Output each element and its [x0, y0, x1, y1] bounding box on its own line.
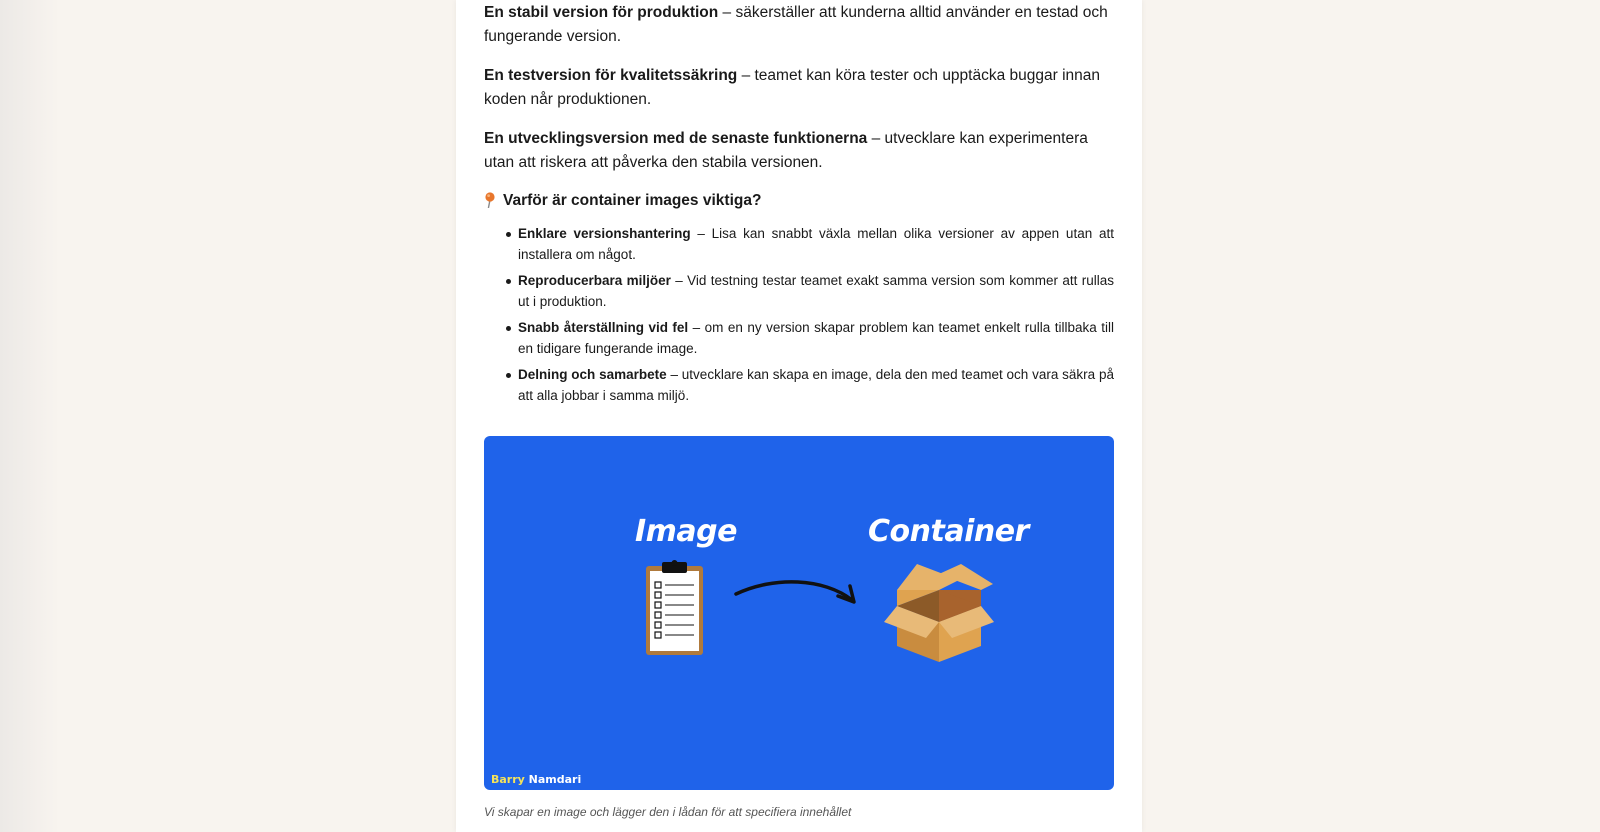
list-item	[518, 365, 1114, 406]
list-item-text: – Lisa kan snabbt växla mellan olika versioner av appen utan att installera om något.	[518, 226, 1114, 262]
figure-title-image: Image	[635, 514, 737, 549]
article-page	[456, 0, 1142, 832]
paragraph-text: – teamet kan köra tester och upptäcka buggar innan koden når produktionen.	[484, 67, 1101, 108]
clipboard-icon	[645, 560, 705, 656]
list-item-text: – Vid testning testar teamet exakt samma version som kommer att rullas ut i produktion.	[518, 273, 1115, 309]
list-item	[518, 271, 1114, 312]
figure-caption: Vi skapar en image och lägger den i lådan för att specifiera innehållet	[484, 805, 852, 819]
paragraph-development	[484, 127, 1114, 175]
paragraph-bold: En stabil version för produktion	[484, 4, 719, 21]
section-heading-text: Varför är container images viktiga?	[503, 192, 762, 209]
arrow-right-icon	[734, 574, 862, 614]
credit-first-name: Barry	[491, 773, 525, 786]
figure-credit	[491, 773, 581, 786]
paragraph-production	[484, 1, 1114, 49]
paragraph-testing	[484, 64, 1114, 112]
background-shade	[0, 0, 60, 832]
list-item-bold: Delning och samarbete	[518, 367, 667, 382]
image-to-container-illustration	[484, 436, 1114, 790]
paragraph-bold: En testversion för kvalitetssäkring	[484, 67, 738, 84]
benefits-list	[484, 224, 1114, 412]
paragraph-bold: En utvecklingsversion med de senaste funktionerna	[484, 130, 868, 147]
section-heading	[484, 189, 761, 213]
open-box-icon	[882, 562, 996, 664]
paragraph-text: – utvecklare kan experimentera utan att riskera att påverka den stabila versionen.	[484, 130, 1088, 171]
list-item	[518, 318, 1114, 359]
list-item	[518, 224, 1114, 265]
pushpin-icon	[484, 192, 496, 208]
list-item-bold: Snabb återställning vid fel	[518, 320, 689, 335]
list-item-bold: Enklare versionshantering	[518, 226, 691, 241]
paragraph-text: – säkerställer att kunderna alltid använder en testad och fungerande version.	[484, 4, 1108, 45]
credit-last-name: Namdari	[524, 773, 582, 786]
figure-title-container: Container	[868, 514, 1029, 549]
list-item-text: – om en ny version skapar problem kan teamet enkelt rulla tillbaka till en tidigare fungerande image.	[518, 320, 1114, 356]
list-item-bold: Reproducerbara miljöer	[518, 273, 671, 288]
list-item-text: – utvecklare kan skapa en image, dela den med teamet och vara säkra på att alla jobbar i samma miljö.	[518, 367, 1115, 403]
